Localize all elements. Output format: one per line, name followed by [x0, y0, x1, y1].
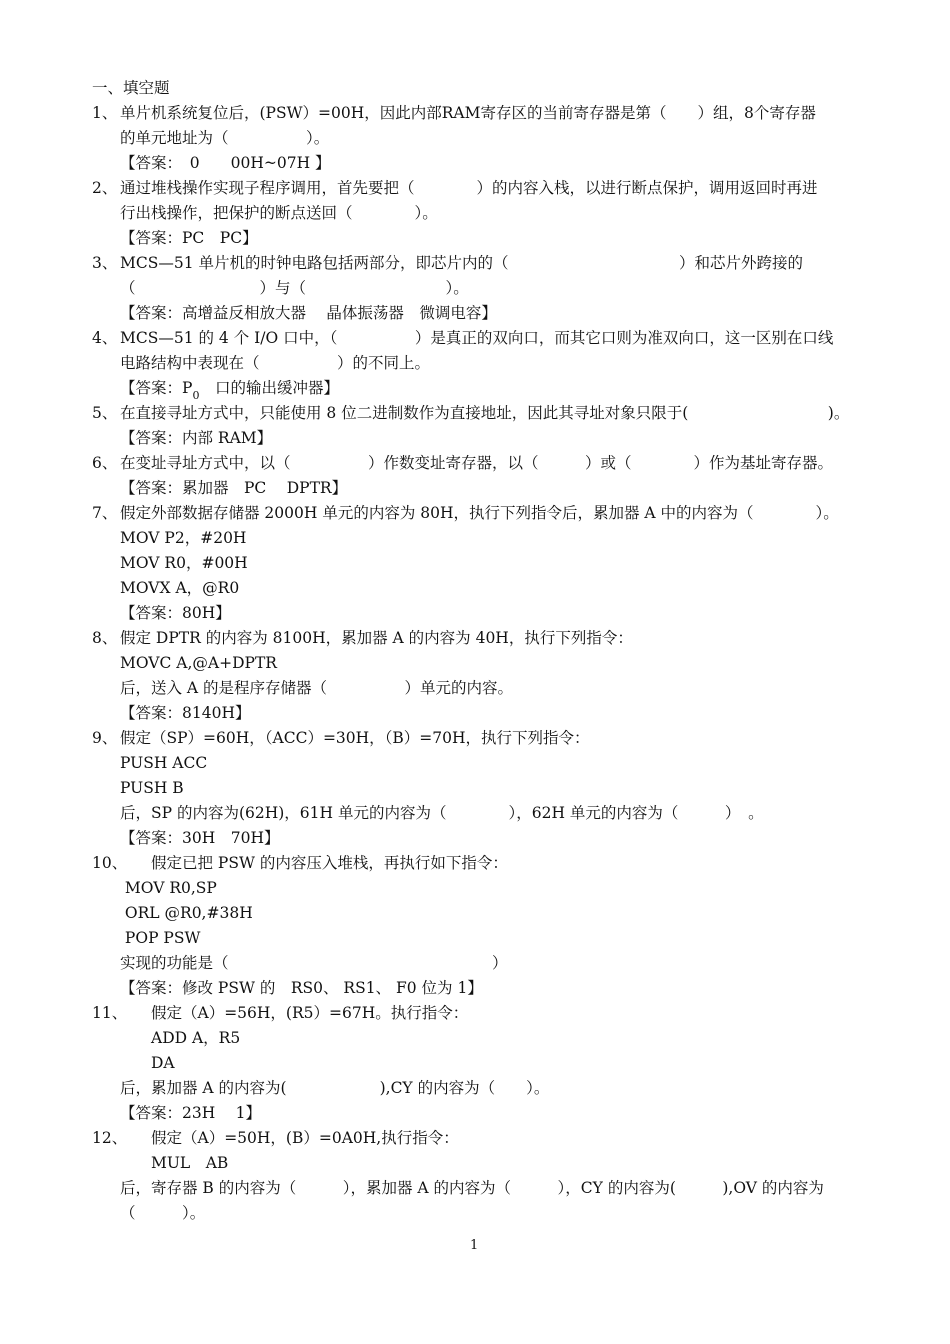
question-line: 在直接寻址方式中，只能使用 8 位二进制数作为直接地址，因此其寻址对象只限于( )。	[120, 404, 850, 422]
question-number: 9、	[92, 729, 118, 747]
question-number: 8、	[92, 629, 118, 647]
question-number: 7、	[92, 504, 118, 522]
question-number: 1、	[92, 104, 118, 122]
question-line: 的单元地址为（ ）。	[120, 129, 330, 147]
question-line: 假定（A）=50H，(B）=0A0H,执行指令：	[120, 1129, 459, 1147]
question-line: MCS—51 的 4 个 I/O 口中，（ ）是真正的双向口，而其它口则为准双向口，这一区别在口线	[120, 329, 834, 347]
answer-line: 【答案：30H 70H】	[120, 829, 280, 847]
answer-line: 【答案：高增益反相放大器 晶体振荡器 微调电容】	[120, 304, 497, 322]
question-line: 实现的功能是（ ）	[120, 954, 508, 972]
answer-suffix: 口的输出缓冲器】	[199, 379, 339, 397]
question-line: 行出栈操作，把保护的断点送回（ ）。	[120, 204, 438, 222]
code-line: MOVC A,@A+DPTR	[120, 654, 277, 672]
answer-line: 【答案：累加器 PC DPTR】	[120, 479, 348, 497]
question-line: MCS—51 单片机的时钟电路包括两部分，即芯片内的（ ）和芯片外跨接的	[120, 254, 804, 272]
question-number: 5、	[92, 404, 118, 422]
question-line: 在变址寻址方式中，以（ ）作数变址寄存器，以（ ）或（ ）作为基址寄存器。	[120, 454, 834, 472]
answer-line: 【答案：修改 PSW 的 RS0、 RS1、 F0 位为 1】	[120, 979, 483, 997]
code-line: DA	[120, 1054, 175, 1072]
question-line: 假定外部数据存储器 2000H 单元的内容为 80H，执行下列指令后，累加器 A 中的内容为（ ）。	[120, 504, 839, 522]
question-number: 4、	[92, 329, 118, 347]
section-title: 一、填空题	[92, 79, 170, 97]
answer-line: 【答案：23H 1】	[120, 1104, 262, 1122]
code-line: MOVX A，@R0	[120, 579, 240, 597]
answer-line: 【答案：PC PC】	[120, 229, 258, 247]
code-line: MUL AB	[120, 1154, 229, 1172]
question-number: 6、	[92, 454, 118, 472]
question-line: （ ）。	[120, 1204, 206, 1222]
subscript: 0	[192, 389, 200, 402]
code-line: MOV R0，#00H	[120, 554, 248, 572]
question-line: （ ）与（ ）。	[120, 279, 469, 297]
question-line: 假定（SP）=60H，（ACC）=30H，（B）=70H，执行下列指令：	[120, 729, 590, 747]
answer-line	[120, 378, 339, 400]
answer-line: 【答案：80H】	[120, 604, 231, 622]
question-line: 电路结构中表现在（ ）的不同上。	[120, 354, 431, 372]
code-line: POP PSW	[120, 929, 201, 947]
code-line: ORL @R0,#38H	[120, 904, 253, 922]
answer-line: 【答案：内部 RAM】	[120, 429, 273, 447]
question-line: 通过堆栈操作实现子程序调用，首先要把（ ）的内容入栈，以进行断点保护，调用返回时再进	[120, 179, 818, 197]
answer-line: 【答案： 0 00H~07H 】	[120, 154, 331, 172]
code-line: MOV R0,SP	[120, 879, 217, 897]
question-number: 10、	[92, 854, 128, 872]
question-number: 2、	[92, 179, 118, 197]
question-line: 后，累加器 A 的内容为( ),CY 的内容为（ ）。	[120, 1079, 550, 1097]
question-line: 假定已把 PSW 的内容压入堆栈，再执行如下指令：	[120, 854, 508, 872]
code-line: ADD A，R5	[120, 1029, 241, 1047]
question-number: 12、	[92, 1129, 128, 1147]
question-line: 假定（A）=56H，(R5）=67H。执行指令：	[120, 1004, 469, 1022]
question-line: 后，送入 A 的是程序存储器（ ）单元的内容。	[120, 679, 514, 697]
code-line: PUSH B	[120, 779, 184, 797]
code-line: PUSH ACC	[120, 754, 208, 772]
answer-line: 【答案：8140H】	[120, 704, 251, 722]
question-line: 假定 DPTR 的内容为 8100H，累加器 A 的内容为 40H，执行下列指令：	[120, 629, 633, 647]
question-number: 11、	[92, 1004, 128, 1022]
answer-prefix: 【答案：P	[120, 379, 193, 397]
page-number: 1	[470, 1238, 479, 1253]
question-line: 后，SP 的内容为(62H)，61H 单元的内容为（ ），62H 单元的内容为（ ） 。	[120, 804, 764, 822]
question-number: 3、	[92, 254, 118, 272]
question-line: 单片机系统复位后，(PSW）=00H，因此内部RAM寄存区的当前寄存器是第（ ）组，8个寄存器	[120, 104, 816, 122]
code-line: MOV P2，#20H	[120, 529, 247, 547]
question-line: 后，寄存器 B 的内容为（ ），累加器 A 的内容为（ ），CY 的内容为( ),OV 的内容为	[120, 1179, 824, 1197]
